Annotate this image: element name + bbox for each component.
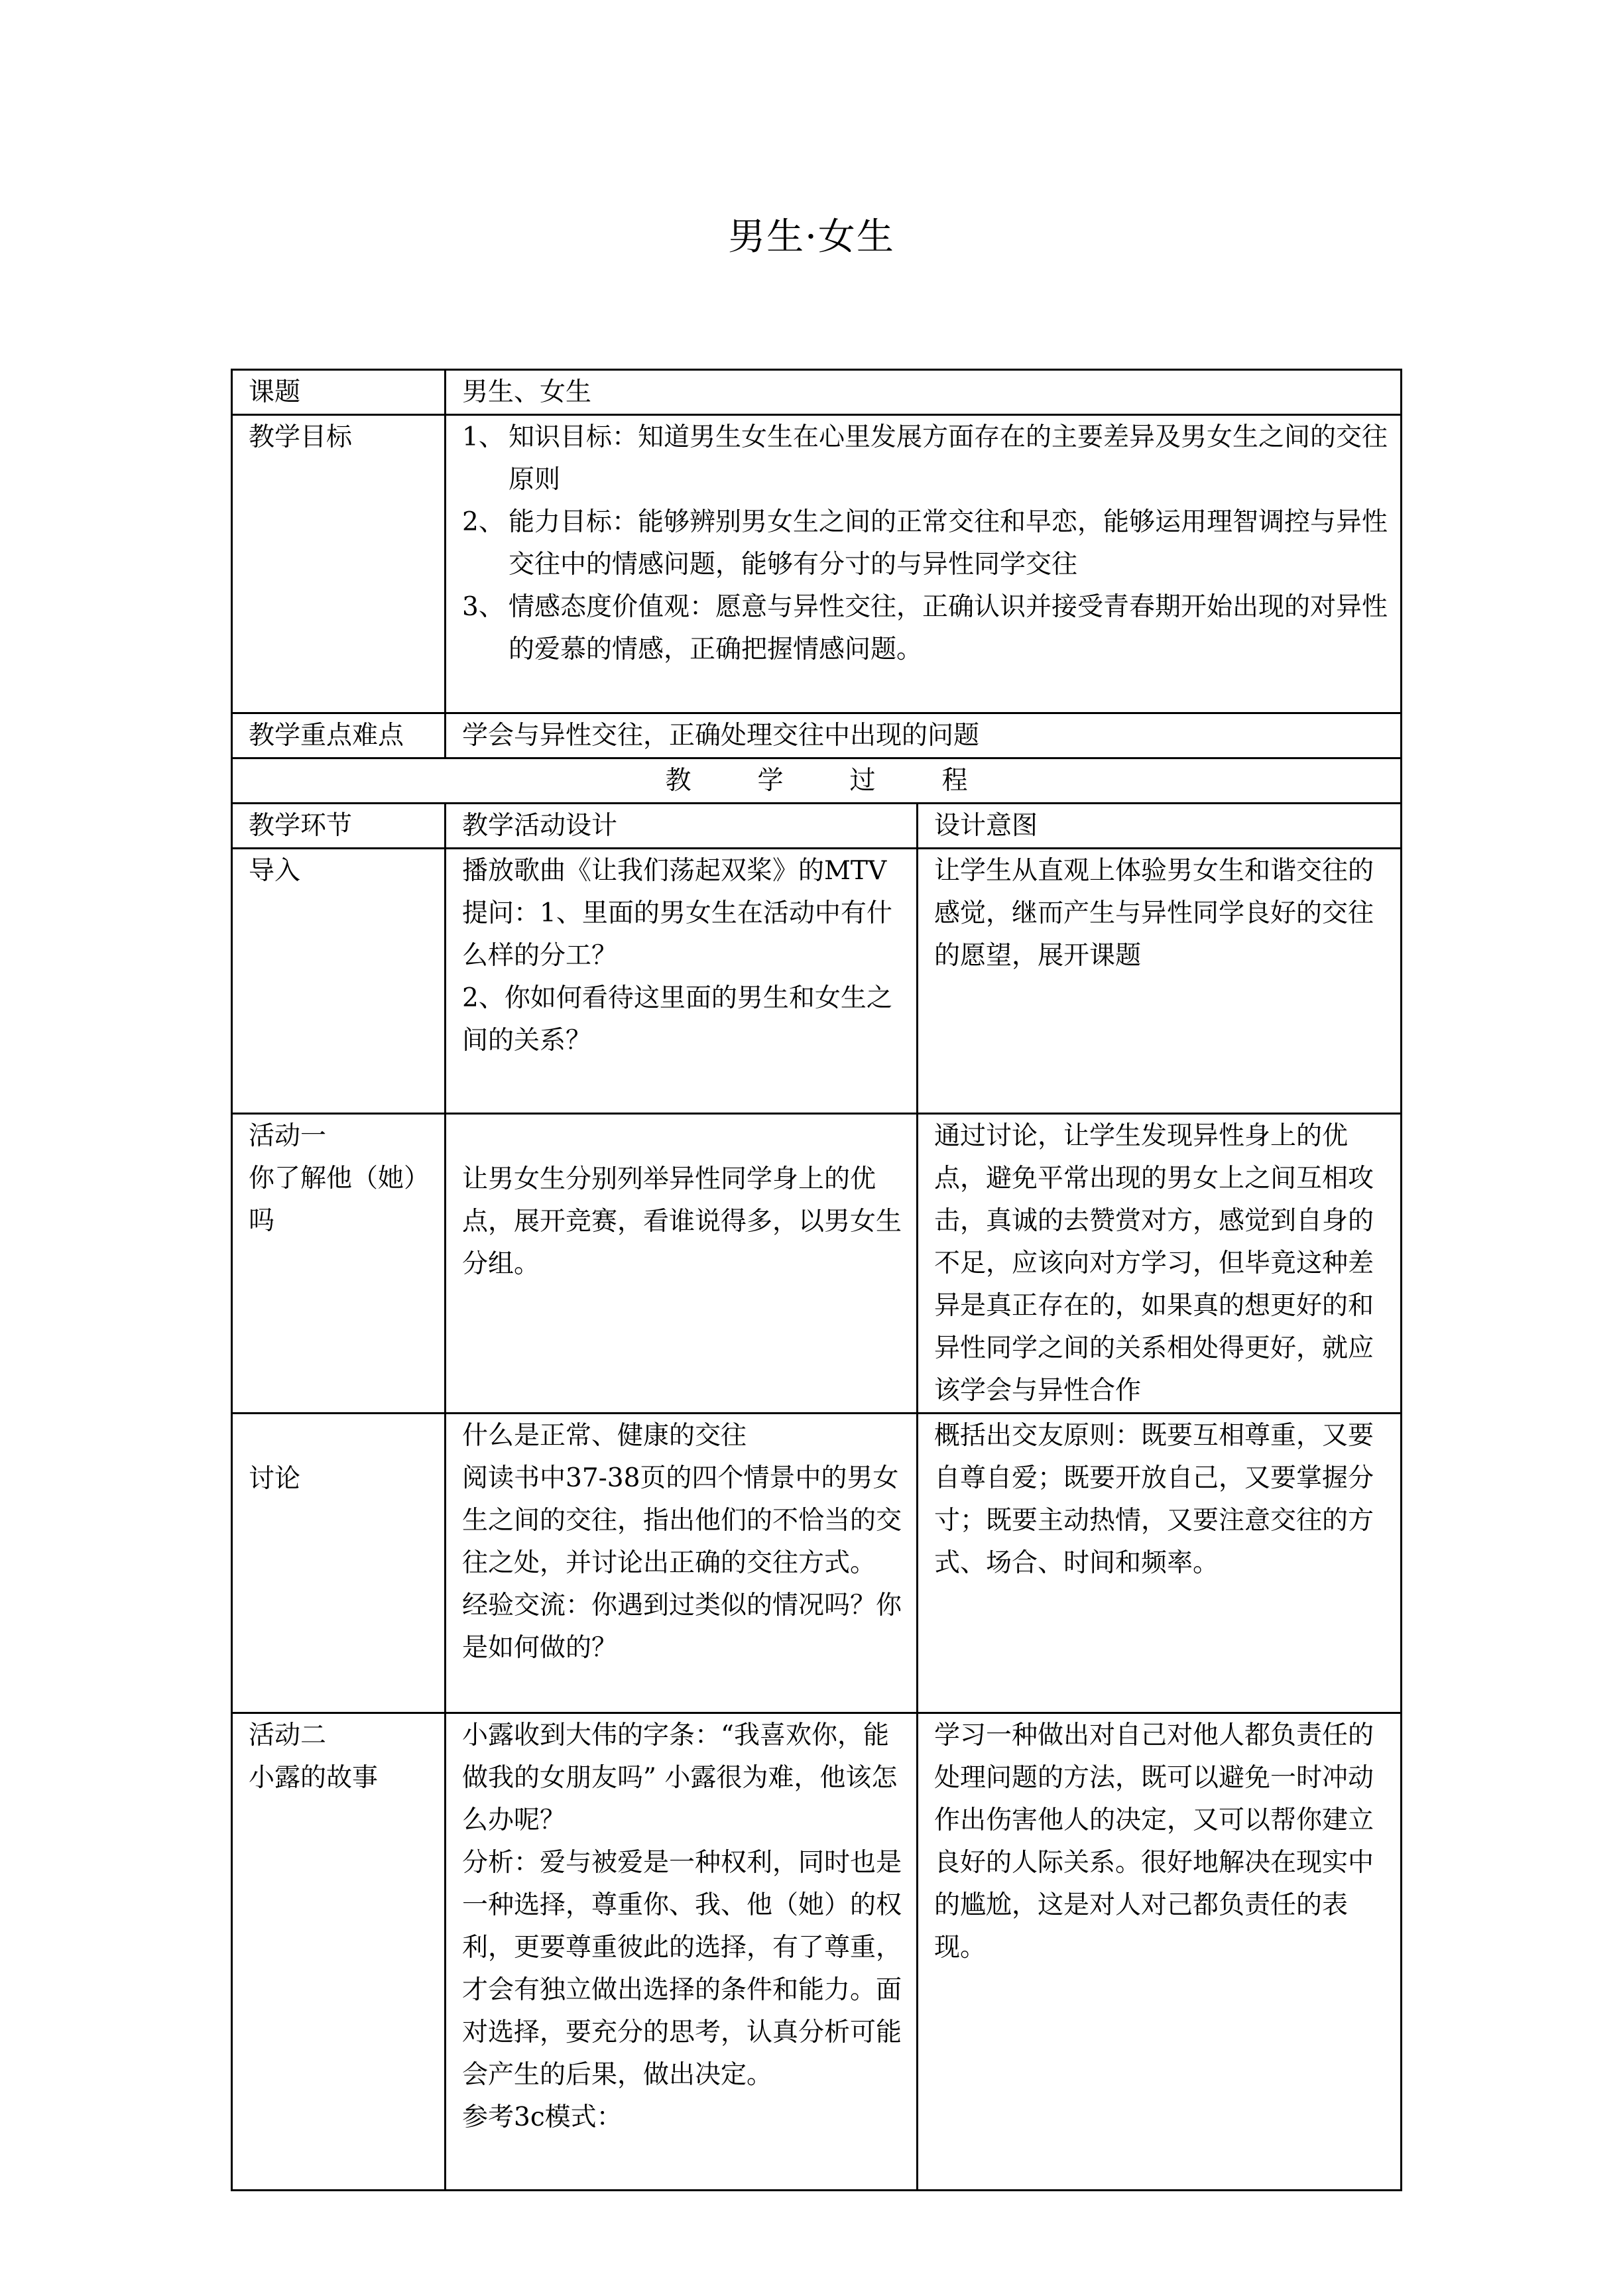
goal-number: 1、 (462, 422, 505, 452)
key-points-value: 学会与异性交往，正确处理交往中出现的问题 (446, 713, 1402, 758)
goal-item (462, 586, 1391, 671)
topic-row (232, 370, 1402, 415)
stage-text: 小露的故事 (249, 1763, 379, 1793)
process-title-row (232, 758, 1402, 804)
key-points-label: 教学重点难点 (232, 713, 446, 758)
activity-text: 分析：爱与被爱是一种权利，同时也是一种选择，尊重你、我、他（她）的权利，更要尊重彼此的选择，有了尊重，才会有独立做出选择的条件和能力。面对选择，要充分的思考，认真分析可能会产生的后果，做出决定。 (462, 1848, 902, 2090)
intent-text: 通过讨论，让学生发现异性身上的优点，避免平常出现的男女上之间互相攻击，真诚的去赞赏对方，感觉到自身的不足，应该向对方学习，但毕竟这种差异是真正存在的，如果真的想更好的和异性同学之间的关系相处得更好，就应该学会与异性合作 (934, 1121, 1374, 1406)
goals-row (232, 415, 1402, 713)
goal-number: 3、 (462, 592, 505, 622)
stage-text: 讨论 (249, 1464, 301, 1494)
activity-text: 播放歌曲《让我们荡起双桨》的MTV (462, 856, 887, 886)
page-title: 男生·女生 (728, 215, 895, 259)
table-row (232, 1414, 1402, 1713)
intent-text: 让学生从直观上体验男女生和谐交往的感觉，继而产生与异性同学良好的交往的愿望，展开课题 (934, 856, 1374, 971)
stage-cell (232, 1414, 446, 1713)
stage-cell (232, 1114, 446, 1414)
activity-text: 参考3c模式： (462, 2102, 623, 2132)
goals-list (462, 416, 1391, 671)
key-points-row (232, 713, 1402, 758)
goals-cell (446, 415, 1402, 713)
goal-text: 情感态度价值观：愿意与异性交往，正确认识并接受青春期开始出现的对异性的爱慕的情感，正确把握情感问题。 (509, 592, 1388, 664)
header-activity: 教学活动设计 (446, 804, 918, 849)
intent-cell (918, 1114, 1402, 1414)
activity-text: 小露收到大伟的字条：“我喜欢你，能做我的女朋友吗” 小露很为难，他该怎么办呢？ (462, 1721, 898, 1835)
stage-cell (232, 1713, 446, 2191)
goals-label: 教学目标 (232, 415, 446, 713)
stage-text: 你了解他（她）吗 (249, 1164, 430, 1236)
header-intent: 设计意图 (918, 804, 1402, 849)
activity-cell (446, 849, 918, 1114)
goal-number: 2、 (462, 507, 505, 537)
stage-text: 活动一 (249, 1121, 327, 1151)
header-stage: 教学环节 (232, 804, 446, 849)
topic-label: 课题 (232, 370, 446, 415)
activity-cell (446, 1114, 918, 1414)
stage-cell (232, 849, 446, 1114)
activity-text: 什么是正常、健康的交往 (462, 1421, 747, 1451)
intent-text: 概括出交友原则：既要互相尊重，又要自尊自爱；既要开放自己，又要掌握分寸；既要主动热情，又要注意交往的方式、场合、时间和频率。 (934, 1421, 1374, 1578)
activity-text: 让男女生分别列举异性同学身上的优点，展开竞赛，看谁说得多，以男女生分组。 (462, 1164, 902, 1279)
activity-text: 2、你如何看待这里面的男生和女生之间的关系？ (462, 983, 892, 1056)
goal-text: 能力目标：能够辨别男女生之间的正常交往和早恋，能够运用理智调控与异性交往中的情感问题，能够有分寸的与异性同学交往 (509, 507, 1388, 579)
intent-cell (918, 1713, 1402, 2191)
process-title: 教学过程 (232, 758, 1402, 804)
lesson-plan-table (231, 369, 1402, 2191)
goal-item (462, 416, 1391, 501)
table-row (232, 849, 1402, 1114)
activity-text: 阅读书中37-38页的四个情景中的男女生之间的交往，指出他们的不恰当的交往之处，并讨论出正确的交往方式。 (462, 1463, 902, 1578)
activity-cell (446, 1713, 918, 2191)
activity-cell (446, 1414, 918, 1713)
stage-text: 导入 (249, 856, 301, 886)
table-row (232, 1713, 1402, 2191)
intent-text: 学习一种做出对自己对他人都负责任的处理问题的方法，既可以避免一时冲动作出伤害他人的决定，又可以帮你建立良好的人际关系。很好地解决在现实中的尴尬，这是对人对己都负责任的表现。 (934, 1721, 1374, 1963)
activity-text: 经验交流：你遇到过类似的情况吗？你是如何做的？ (462, 1591, 902, 1663)
intent-cell (918, 849, 1402, 1114)
intent-cell (918, 1414, 1402, 1713)
table-row (232, 1114, 1402, 1414)
goal-item (462, 501, 1391, 586)
activity-text: 提问：1、里面的男女生在活动中有什么样的分工？ (462, 898, 892, 971)
column-header-row (232, 804, 1402, 849)
topic-value: 男生、女生 (446, 370, 1402, 415)
goal-text: 知识目标：知道男生女生在心里发展方面存在的主要差异及男女生之间的交往原则 (509, 422, 1388, 495)
stage-text: 活动二 (249, 1721, 327, 1750)
